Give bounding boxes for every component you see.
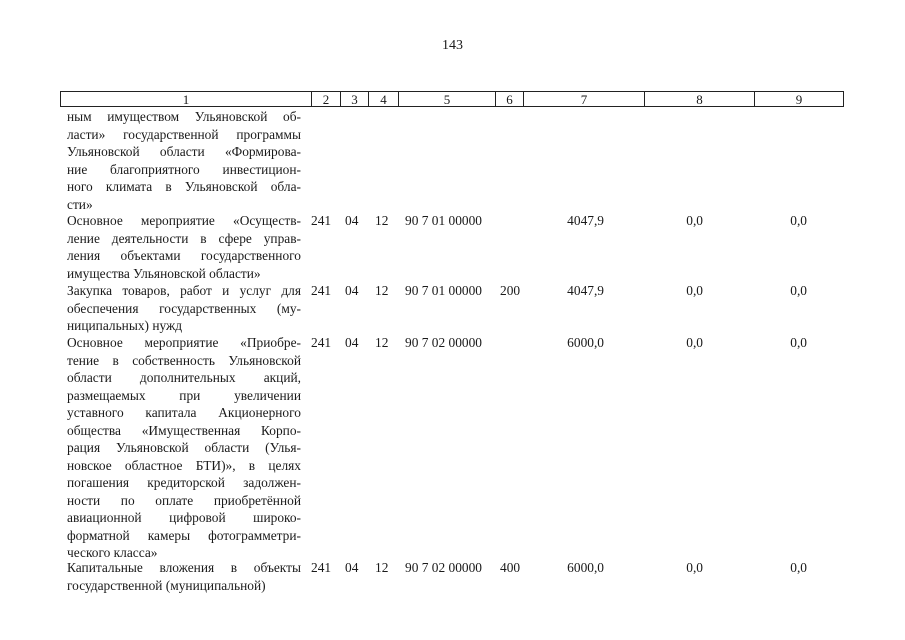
- description-line: области дополнительных акций,: [67, 370, 301, 385]
- header-col-2: 2: [311, 92, 340, 107]
- row-description: [67, 212, 301, 282]
- amount-year3-cell: 0,0: [790, 560, 807, 575]
- header-col-1: 1: [182, 92, 190, 107]
- description-line: ление деятельности в сфере управ-: [67, 230, 301, 246]
- row-description: [67, 108, 301, 213]
- kbk-section-cell: 04: [345, 213, 359, 228]
- kbk-target-item-cell: 90 7 01 00000: [405, 213, 482, 228]
- kbk-expense-type-cell: 400: [500, 560, 521, 575]
- row-description: [67, 282, 301, 335]
- description-line: новское областное БТИ)», в целях: [67, 457, 301, 473]
- kbk-subsection-cell: 12: [375, 213, 389, 228]
- description-line: ности по оплате приобретённой: [67, 492, 301, 508]
- amount-year1-cell: 4047,9: [567, 213, 604, 228]
- description-line: государственной (муниципальной): [67, 577, 266, 593]
- kbk-grbs-cell: 241: [311, 283, 332, 298]
- description-line: общества «Имущественная Корпо-: [67, 422, 301, 438]
- description-line: ным имуществом Ульяновской об-: [67, 109, 301, 124]
- kbk-section-cell: 04: [345, 560, 359, 575]
- amount-year1-cell: 6000,0: [567, 335, 604, 350]
- description-line: ние благоприятного инвестицион-: [67, 161, 301, 177]
- header-col-3: 3: [340, 92, 368, 107]
- description-line: ласти» государственной программы: [67, 126, 301, 142]
- header-col-4: 4: [368, 92, 398, 107]
- amount-year3-cell: 0,0: [790, 213, 807, 228]
- kbk-grbs-cell: 241: [311, 560, 332, 575]
- description-line: Основное мероприятие «Осуществ-: [67, 213, 301, 228]
- description-line: авиационной цифровой широко-: [67, 510, 301, 525]
- description-line: уставного капитала Акционерного: [67, 405, 301, 420]
- kbk-grbs-cell: 241: [311, 335, 332, 350]
- row-description: [67, 334, 301, 562]
- description-line: Ульяновской области «Формирова-: [67, 144, 301, 159]
- description-line: Капитальные вложения в объекты: [67, 560, 301, 575]
- description-line: ческого класса»: [67, 545, 158, 560]
- kbk-subsection-cell: 12: [375, 560, 389, 575]
- amount-year2-cell: 0,0: [686, 560, 703, 575]
- description-line: Закупка товаров, работ и услуг для: [67, 283, 301, 298]
- description-line: ниципальных) нужд: [67, 318, 183, 333]
- description-line: сти»: [67, 196, 93, 212]
- kbk-subsection-cell: 12: [375, 335, 389, 350]
- description-line: рация Ульяновской области (Улья-: [67, 440, 301, 455]
- page-number: 143: [442, 38, 463, 53]
- amount-year2-cell: 0,0: [686, 283, 703, 298]
- header-col-5: 5: [398, 92, 495, 107]
- description-line: обеспечения государственных (му-: [67, 300, 301, 316]
- kbk-target-item-cell: 90 7 02 00000: [405, 335, 482, 350]
- description-line: ления объектами государственного: [67, 248, 301, 263]
- kbk-section-cell: 04: [345, 283, 359, 298]
- description-line: размещаемых при увеличении: [67, 387, 301, 403]
- kbk-subsection-cell: 12: [375, 283, 389, 298]
- row-description: [67, 559, 301, 594]
- description-line: тение в собственность Ульяновской: [67, 352, 301, 368]
- description-line: Основное мероприятие «Приобре-: [67, 335, 301, 350]
- header-col-9: 9: [754, 92, 843, 107]
- header-col-6: 6: [495, 92, 523, 107]
- table-header: [60, 91, 844, 107]
- amount-year2-cell: 0,0: [686, 335, 703, 350]
- amount-year2-cell: 0,0: [686, 213, 703, 228]
- kbk-target-item-cell: 90 7 02 00000: [405, 560, 482, 575]
- amount-year1-cell: 6000,0: [567, 560, 604, 575]
- amount-year3-cell: 0,0: [790, 283, 807, 298]
- kbk-expense-type-cell: 200: [500, 283, 521, 298]
- description-line: ного климата в Ульяновской обла-: [67, 179, 301, 194]
- description-line: форматной камеры фотограмметри-: [67, 527, 301, 543]
- description-line: погашения кредиторской задолжен-: [67, 475, 301, 490]
- amount-year1-cell: 4047,9: [567, 283, 604, 298]
- header-col-8: 8: [644, 92, 754, 107]
- amount-year3-cell: 0,0: [790, 335, 807, 350]
- kbk-target-item-cell: 90 7 01 00000: [405, 283, 482, 298]
- kbk-grbs-cell: 241: [311, 213, 332, 228]
- description-line: имущества Ульяновской области»: [67, 265, 261, 281]
- kbk-section-cell: 04: [345, 335, 359, 350]
- header-col-7: 7: [523, 92, 644, 107]
